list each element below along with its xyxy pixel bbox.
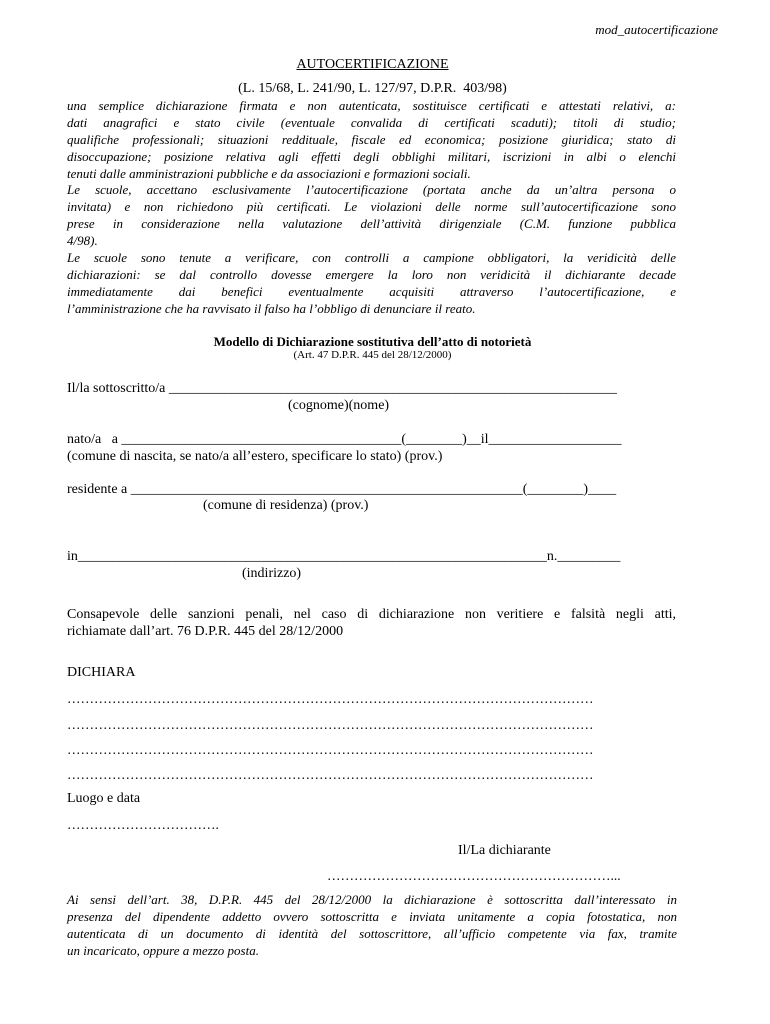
intro-line: 4/98).: [67, 233, 98, 248]
signature-line[interactable]: ………………………………………………………...: [327, 868, 621, 883]
model-heading: Modello di Dichiarazione sostitutiva dell’atto di notorietà: [213, 334, 532, 349]
intro-line: Le scuole, accettano esclusivamente l’autocertificazione (portata anche da un’altra persona o: [67, 182, 676, 197]
intro-line: dati anagrafici e stato civile (eventuale convalida di certificati scaduti); titoli di studio;: [67, 115, 676, 130]
address-line[interactable]: in___________________________________________________________________n._________: [67, 549, 621, 564]
address-hint: (indirizzo): [242, 566, 302, 581]
intro-line: invitata) e non richiedono più certificati. Le violazioni delle norme sull’autocertificazione sono: [67, 199, 676, 214]
signer-name-line[interactable]: Il/la sottoscritto/a ________________________________________________________________: [67, 381, 617, 396]
footer-note-line: un incaricato, oppure a mezzo posta.: [67, 943, 259, 958]
declaration-line[interactable]: ………………………………………………………………………………………………………: [67, 717, 594, 732]
intro-line: una semplice dichiarazione firmata e non autenticata, sostituisce certificati e attestati relativi, a:: [67, 98, 676, 113]
intro-line: immediatamente dai benefici eventualmente acquisiti attraverso l’autocertificazione, e: [67, 284, 676, 299]
birth-place-hint: (comune di nascita, se nato/a all’estero, specificare lo stato) (prov.): [67, 449, 443, 464]
signature-label: Il/La dichiarante: [458, 843, 551, 858]
place-date-label: Luogo e data: [67, 791, 141, 806]
signer-name-hint: (cognome)(nome): [288, 398, 390, 413]
residence-hint: (comune di residenza) (prov.): [203, 498, 369, 513]
document-title: AUTOCERTIFICAZIONE: [296, 57, 449, 72]
residence-line[interactable]: residente a ________________________________________________________(________)____: [67, 482, 617, 497]
model-subheading: (Art. 47 D.P.R. 445 del 28/12/2000): [293, 349, 452, 361]
awareness-line: richiamate dall’art. 76 D.P.R. 445 del 28/12/2000: [67, 624, 344, 639]
footer-note-line: autenticata di un documento di identità del sottoscrittore, all’ufficio competente via fax, tramite: [67, 926, 677, 941]
birth-place-line[interactable]: nato/a a ________________________________________(________)__il___________________: [67, 432, 622, 447]
intro-line: disoccupazione; posizione relativa agli effetti degli obblighi militari, iscrizioni in albi o elenchi: [67, 149, 676, 164]
form-code: mod_autocertificazione: [595, 22, 718, 37]
declaration-line[interactable]: ………………………………………………………………………………………………………: [67, 691, 594, 706]
law-references: (L. 15/68, L. 241/90, L. 127/97, D.P.R. 403/98): [238, 81, 507, 96]
declaration-line[interactable]: ………………………………………………………………………………………………………: [67, 767, 594, 782]
declaration-line[interactable]: ………………………………………………………………………………………………………: [67, 742, 594, 757]
intro-line: Le scuole sono tenute a verificare, con controlli a campione obbligatori, la veridicità delle: [67, 250, 676, 265]
declares-heading: DICHIARA: [67, 665, 136, 680]
awareness-line: Consapevole delle sanzioni penali, nel caso di dichiarazione non veritiere e falsità negli atti,: [67, 607, 676, 622]
intro-line: tenuti dalle amministrazioni pubbliche e da associazioni e formazioni sociali.: [67, 166, 471, 181]
place-date-line[interactable]: …………………………….: [67, 817, 219, 832]
footer-note-line: presenza del dipendente addetto ovvero sottoscritta e inviata unitamente a copia fotostatica, non: [67, 909, 677, 924]
intro-line: dichiarazioni: se dal controllo dovesse emergere la loro non veridicità il dichiarante decade: [67, 267, 676, 282]
intro-line: qualifiche professionali; situazioni reddituale, fiscale ed economica; posizione giuridica; stato di: [67, 132, 676, 147]
footer-note-line: Ai sensi dell’art. 38, D.P.R. 445 del 28/12/2000 la dichiarazione è sottoscritta dall’interessato in: [67, 892, 677, 907]
intro-line: l’amministrazione che ha ravvisato il falso ha l’obbligo di denunciare il reato.: [67, 301, 476, 316]
intro-line: prese in considerazione nella valutazione dell’attività dirigenziale (C.M. funzione pubblica: [67, 216, 676, 231]
